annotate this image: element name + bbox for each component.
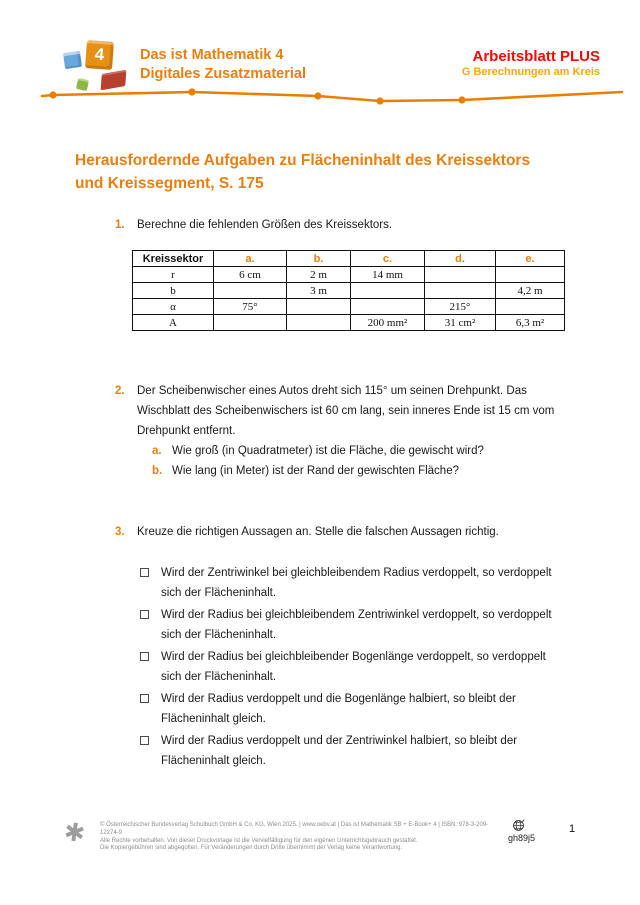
- statement-3-text: Wird der Radius bei gleichbleibender Bogenlänge verdoppelt, so verdoppelt sich der Flächeninhalt.: [161, 651, 546, 683]
- cell-r-a: 6 cm: [214, 267, 287, 283]
- logo-blue-cube-icon: [63, 51, 82, 69]
- cell-alpha-b: [287, 299, 351, 315]
- cell-r-b: 2 m: [287, 267, 351, 283]
- cell-alpha-c: [351, 299, 425, 315]
- worksheet-type: [462, 48, 600, 80]
- globe-icon: [512, 819, 525, 832]
- cell-b-a: [214, 283, 287, 299]
- task-2-subitem-b: [152, 461, 561, 481]
- table-row-r: [133, 267, 565, 283]
- cell-A-e: 6,3 m²: [496, 315, 565, 331]
- task-2-subitem-a: [152, 441, 561, 461]
- series-title: [140, 46, 306, 84]
- page-title-line1: Herausfordernde Aufgaben zu Flächeninhalt des Kreissektors: [75, 152, 531, 169]
- task-1-text: Berechne die fehlenden Größen des Kreissektors.: [137, 219, 393, 231]
- subitem-b-label: b.: [152, 465, 163, 477]
- checkbox-icon[interactable]: [140, 736, 149, 745]
- cell-A-c: 200 mm²: [351, 315, 425, 331]
- row-label-b: b: [133, 283, 214, 299]
- statement-3: [137, 647, 561, 687]
- cell-A-a: [214, 315, 287, 331]
- page-title: [75, 149, 585, 195]
- copyright-text: [100, 822, 494, 853]
- copyright-line2: Alle Rechte vorbehalten. Von dieser Druckvorlage ist die Vervielfältigung für den eigenen Unterrichtsgebrauch gestattet.: [100, 837, 418, 844]
- row-label-A: A: [133, 315, 214, 331]
- statement-2-text: Wird der Radius bei gleichbleibendem Zentriwinkel verdoppelt, so verdoppelt sich der Flächeninhalt.: [161, 609, 552, 641]
- row-label-r: r: [133, 267, 214, 283]
- task-3-text: Kreuze die richtigen Aussagen an. Stelle die falschen Aussagen richtig.: [137, 526, 499, 538]
- row-label-alpha: α: [133, 299, 214, 315]
- series-title-line2: Digitales Zusatzmaterial: [140, 66, 306, 82]
- cell-r-c: 14 mm: [351, 267, 425, 283]
- table-header-row: [133, 251, 565, 267]
- cell-b-c: [351, 283, 425, 299]
- task-3: [115, 522, 575, 542]
- table-header-a: a.: [214, 251, 287, 267]
- cell-alpha-e: [496, 299, 565, 315]
- cell-alpha-a: 75°: [214, 299, 287, 315]
- page-number: 1: [569, 823, 576, 835]
- oebv-asterisk-icon: ✱: [62, 817, 87, 849]
- statement-1-text: Wird der Zentriwinkel bei gleichbleibendem Radius verdoppelt, so verdoppelt sich der Flächeninhalt.: [161, 567, 552, 599]
- logo-number-cube-icon: 4: [85, 40, 114, 70]
- subitem-a-text: Wie groß (in Quadratmeter) ist die Fläche, die gewischt wird?: [172, 445, 484, 457]
- cell-alpha-d: 215°: [425, 299, 496, 315]
- cell-b-d: [425, 283, 496, 299]
- task-2-number: 2.: [115, 385, 125, 397]
- cell-A-b: [287, 315, 351, 331]
- subitem-a-label: a.: [152, 445, 162, 457]
- checkbox-icon[interactable]: [140, 610, 149, 619]
- checkbox-icon[interactable]: [140, 652, 149, 661]
- statement-2: [137, 605, 561, 645]
- task-3-number: 3.: [115, 526, 125, 538]
- task-1: [115, 215, 575, 235]
- table-header-e: e.: [496, 251, 565, 267]
- table-header-c: c.: [351, 251, 425, 267]
- decorative-wave-line: [40, 85, 625, 107]
- cell-b-b: 3 m: [287, 283, 351, 299]
- table-row-A: [133, 315, 565, 331]
- checkbox-icon[interactable]: [140, 694, 149, 703]
- statement-5-text: Wird der Radius verdoppelt und der Zentriwinkel halbiert, so bleibt der Flächeninhalt gleich.: [161, 735, 518, 767]
- statement-1: [137, 563, 561, 603]
- table-header-b: b.: [287, 251, 351, 267]
- statement-4-text: Wird der Radius verdoppelt und die Bogenlänge halbiert, so bleibt der Flächeninhalt gleich.: [161, 693, 516, 725]
- task-3-statements: [137, 563, 561, 773]
- statement-4: [137, 689, 561, 729]
- subitem-b-text: Wie lang (in Meter) ist der Rand der gewischten Fläche?: [172, 465, 459, 477]
- material-code: gh89j5: [508, 833, 536, 843]
- kreissektor-table: [132, 250, 565, 331]
- task-2-text: Der Scheibenwischer eines Autos dreht sich 115° um seinen Drehpunkt. Das Wischblatt des Scheibenwischers ist 60 cm lang, sein inneres Ende ist 15 cm vom Drehpunkt entfernt.: [137, 385, 555, 437]
- table-row-alpha: [133, 299, 565, 315]
- table-row-b: [133, 283, 565, 299]
- series-title-line1: Das ist Mathematik 4: [140, 47, 284, 63]
- task-2-subitems: [152, 441, 561, 481]
- task-1-number: 1.: [115, 219, 125, 231]
- table-header-kreissektor: Kreissektor: [133, 251, 214, 267]
- cell-r-d: [425, 267, 496, 283]
- worksheet-type-title: Arbeitsblatt PLUS: [472, 48, 600, 65]
- table-header-d: d.: [425, 251, 496, 267]
- cell-r-e: [496, 267, 565, 283]
- checkbox-icon[interactable]: [140, 568, 149, 577]
- cell-b-e: 4,2 m: [496, 283, 565, 299]
- page-title-line2: und Kreissegment, S. 175: [75, 175, 264, 192]
- statement-5: [137, 731, 561, 771]
- copyright-line1: © Österreichischer Bundesverlag Schulbuch GmbH & Co. KG, Wien 2025. | www.oebv.at | Das ist Mathematik SB + E-Book+ 4 | ISBN: 978-3-209-12274-9: [100, 822, 489, 836]
- cell-A-d: 31 cm²: [425, 315, 496, 331]
- chapter-label: G Berechnungen am Kreis: [461, 66, 600, 78]
- copyright-line3: Die Kopiergebühren sind abgegolten. Für Veränderungen durch Dritte übernimmt der Verlag keine Verantwortung.: [100, 845, 403, 852]
- task-2: [115, 381, 561, 481]
